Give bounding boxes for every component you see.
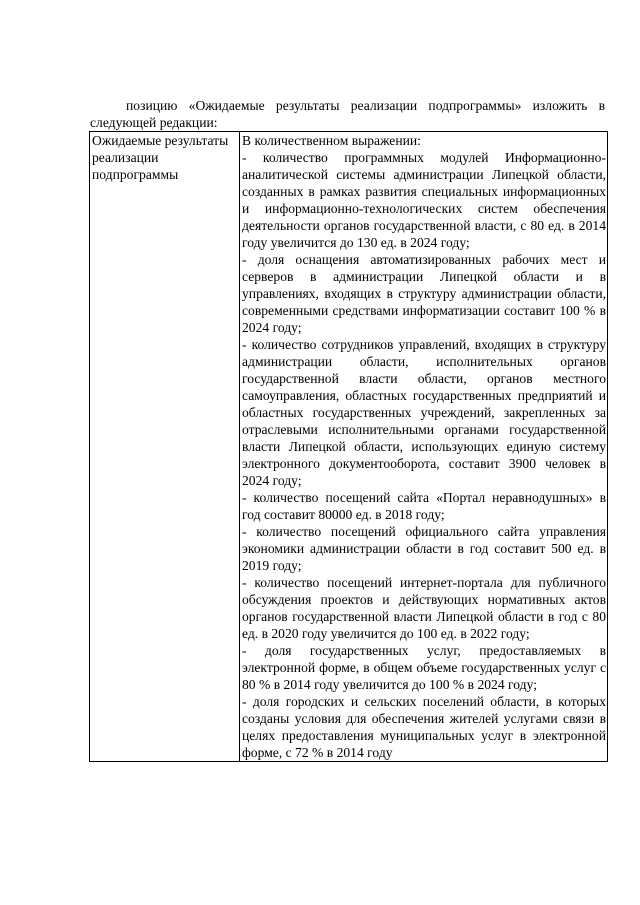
result-item: - количество посещений официального сайта управления экономики администрации области в год составит 500 ед. в 2019 году; <box>242 524 606 573</box>
result-item: - доля оснащения автоматизированных рабочих мест и серверов в администрации Липецкой области и в управлениях, входящих в структуру администрации области, современными средствами информатизации составит 100 % в 2024 году; <box>242 252 606 335</box>
result-item: - количество посещений сайта «Портал неравнодушных» в год составит 80000 ед. в 2018 году; <box>242 490 606 522</box>
table-row <box>90 132 608 762</box>
result-item: - доля государственных услуг, предоставляемых в электронной форме, в общем объеме государственных услуг с 80 % в 2014 году увеличится до 100 % в 2024 году; <box>242 643 606 692</box>
intro-paragraph: позицию «Ожидаемые результаты реализации подпрограммы» изложить в следующей редакции: <box>90 98 605 130</box>
results-content-cell <box>240 132 608 762</box>
result-item: - количество программных модулей Информационно-аналитической системы администрации Липецкой области, созданных в рамках развития специальных информационных и информационно-технологических систем обеспечения деятельности органов государственной власти, с 80 ед. в 2014 году увеличится до 130 ед. в 2024 году; <box>242 150 606 250</box>
results-label-cell <box>90 132 240 762</box>
results-label: Ожидаемые результаты реализации подпрограммы <box>92 133 229 182</box>
result-item: - количество посещений интернет-портала для публичного обсуждения проектов и действующих нормативных актов органов государственной власти Липецкой области в год с 80 ед. в 2020 году увеличится до 100 ед. в 2022 году; <box>242 575 606 641</box>
result-item: - количество сотрудников управлений, входящих в структуру администрации области, исполнительных органов государственной власти области, органов местного самоуправления, областных государственных предприятий и областных государственных учреждений, закрепленных за отраслевыми исполнительными органами государственной власти Липецкой области, использующих единую систему электронного документооборота, составит 3900 человек в 2024 году; <box>242 337 606 488</box>
program-results-table <box>89 131 608 762</box>
result-item: - доля городских и сельских поселений области, в которых созданы условия для обеспечения жителей услугами связи в целях предоставления муниципальных услуг в электронной форме, с 72 % в 2014 году <box>242 694 606 760</box>
quantitative-heading: В количественном выражении: <box>242 133 421 148</box>
